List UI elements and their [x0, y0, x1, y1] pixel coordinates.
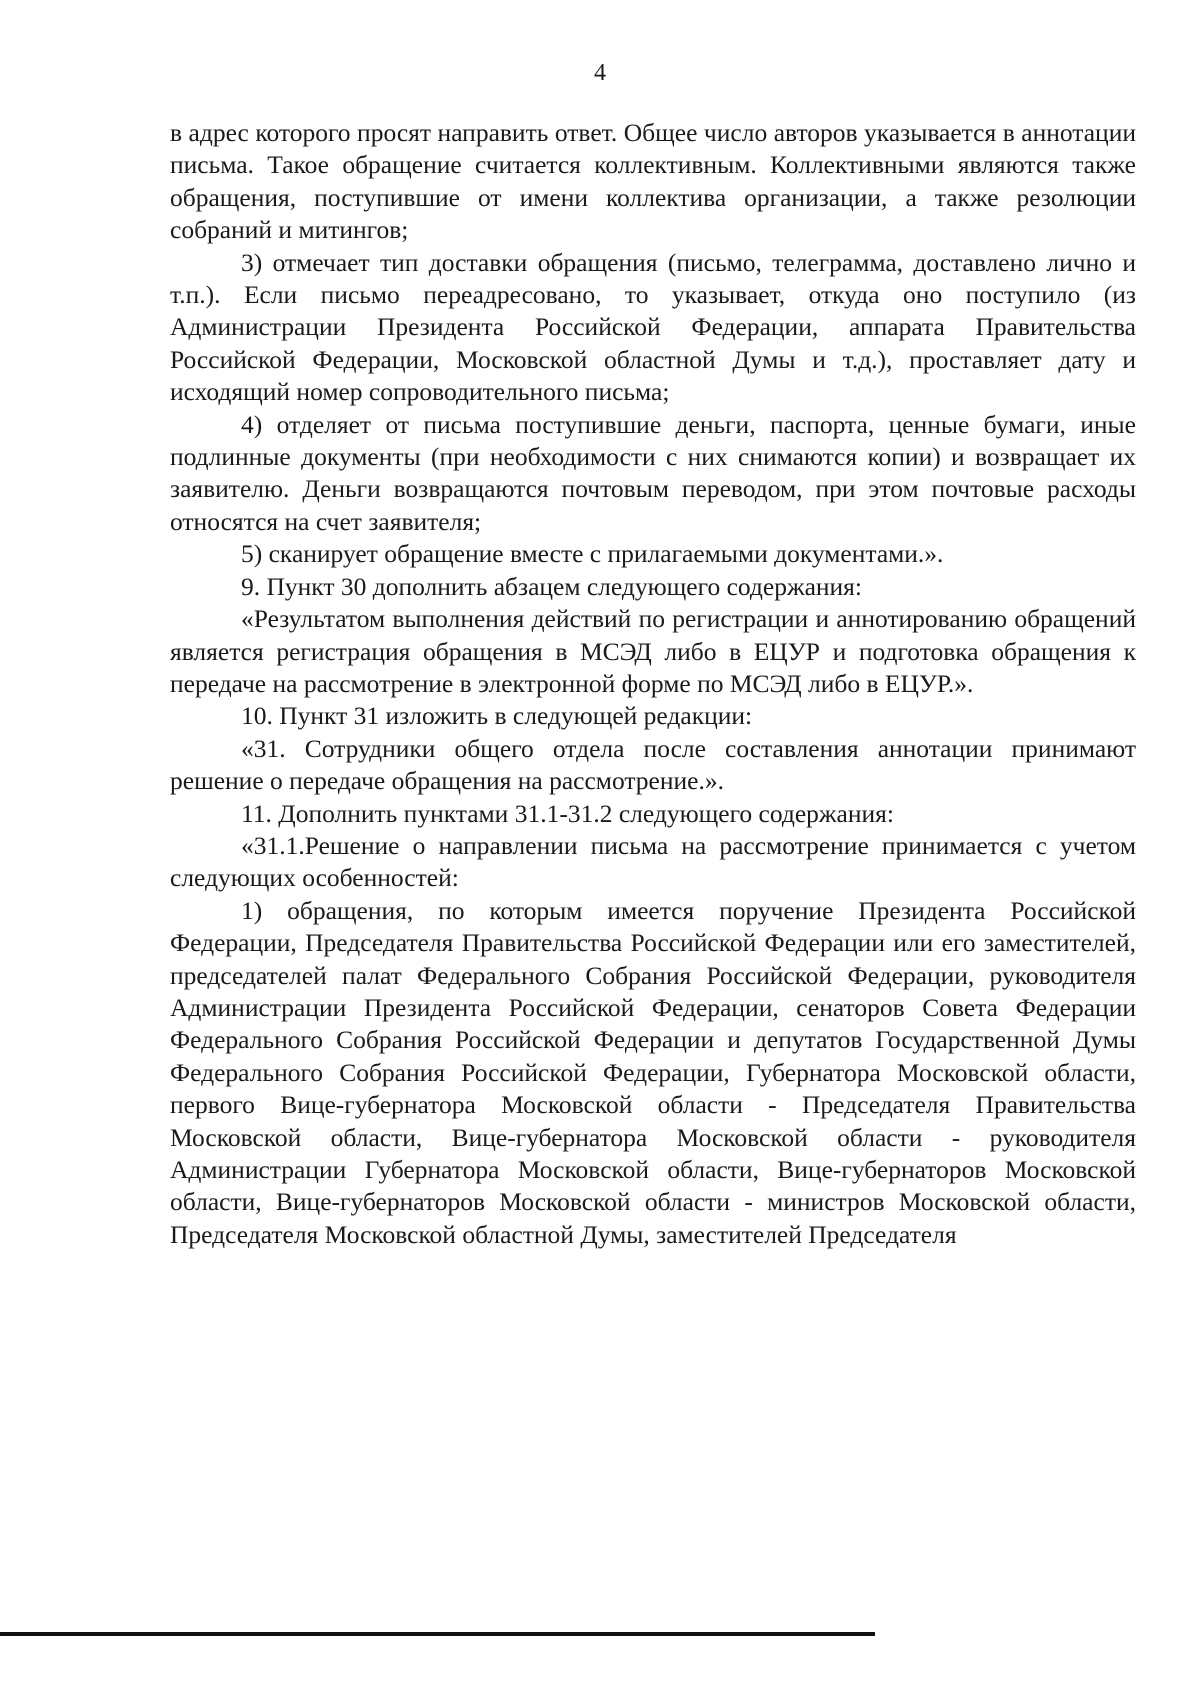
paragraph-continuation: в адрес которого просят направить ответ. Общее число авторов указывается в аннотации письма. Такое обращение считается коллективным. Коллективными являются также обращения, поступившие от имени коллектива организации, а также резолюции собраний и митингов; — [170, 118, 1136, 245]
paragraph-point-31-1: «31.1.Решение о направлении письма на рассмотрение принимается с учетом следующих особенностей: — [170, 830, 1136, 893]
paragraph-point-9: 9. Пункт 30 дополнить абзацем следующего содержания: — [241, 571, 862, 601]
page-number: 4 — [594, 60, 606, 86]
paragraph-subitem-1: 1) обращения, по которым имеется поручение Президента Российской Федерации, Председателя Правительства Российской Федерации или его заместителей, председателей палат Федерального Собрания Российской Федерации, руководителя Администрации Президента Российской Федерации, сенаторов Совета Федерации Федерального Собрания Российской Федерации и депутатов Государственной Думы Федерального Собрания Российской Федерации, Губернатора Московской области, первого Вице-губернатора Московской области - Председателя Правительства Московской области, Вице-губернатора Московской области - руководителя Администрации Губернатора Московской области, Вице-губернаторов Московской области, Вице-губернаторов Московской области - министров Московской области, Председателя Московской областной Думы, заместителей Председателя — [170, 895, 1136, 1249]
paragraph-item-4: 4) отделяет от письма поступившие деньги, паспорта, ценные бумаги, иные подлинные документы (при необходимости с них снимаются копии) и возвращает их заявителю. Деньги возвращаются почтовым переводом, при этом почтовые расходы относятся на счет заявителя; — [170, 409, 1136, 536]
document-body — [170, 117, 1136, 1251]
paragraph-item-5: 5) сканирует обращение вместе с прилагаемыми документами.». — [241, 539, 944, 569]
bottom-rule — [0, 1632, 875, 1636]
paragraph-point-9-text: «Результатом выполнения действий по регистрации и аннотированию обращений является регистрация обращения в МСЭД либо в ЕЦУР и подготовка обращения к передаче на рассмотрение в электронной форме по МСЭД либо в ЕЦУР.». — [170, 604, 1136, 698]
paragraph-point-11: 11. Дополнить пунктами 31.1-31.2 следующего содержания: — [241, 798, 894, 828]
paragraph-item-3: 3) отмечает тип доставки обращения (письмо, телеграмма, доставлено лично и т.п.). Если письмо переадресовано, то указывает, откуда оно поступило (из Администрации Президента Российской Федерации, аппарата Правительства Российской Федерации, Московской областной Думы и т.д.), проставляет дату и исходящий номер сопроводительного письма; — [170, 247, 1136, 407]
paragraph-point-10-text: «31. Сотрудники общего отдела после составления аннотации принимают решение о передаче обращения на рассмотрение.». — [170, 733, 1136, 796]
paragraph-point-10: 10. Пункт 31 изложить в следующей редакции: — [241, 701, 753, 731]
